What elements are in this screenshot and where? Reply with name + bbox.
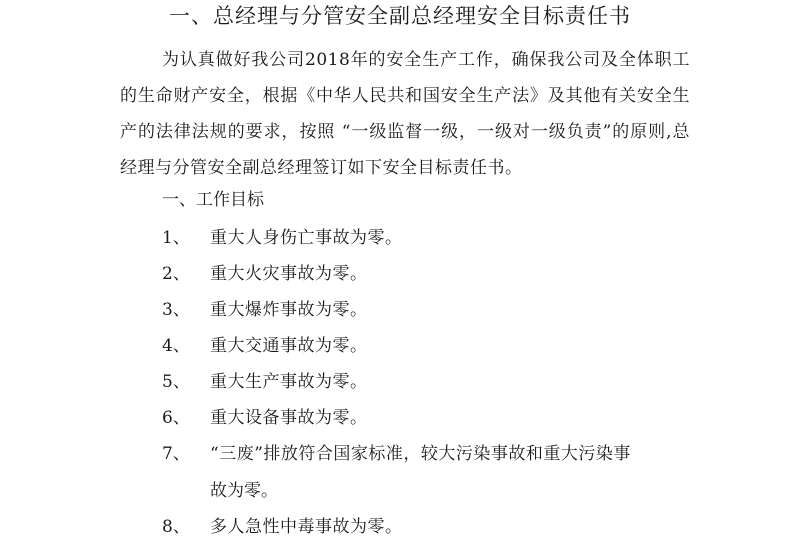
goal-text: 重大交通事故为零。 bbox=[210, 336, 368, 356]
section-heading: 一、工作目标 bbox=[162, 190, 264, 210]
goal-number: 2、 bbox=[162, 264, 190, 284]
goal-item-7 bbox=[162, 440, 702, 505]
goal-text: “三废”排放符合国家标准，较大污染事故和重大污染事 bbox=[210, 444, 631, 464]
goal-text: 重大生产事故为零。 bbox=[210, 372, 368, 392]
goal-item-4 bbox=[162, 332, 702, 360]
goal-text: 重大设备事故为零。 bbox=[210, 408, 368, 428]
goal-item-5 bbox=[162, 368, 702, 396]
goal-item-8 bbox=[162, 513, 702, 541]
document-title: 一、总经理与分管安全副总经理安全目标责任书 bbox=[169, 4, 631, 28]
goal-text-continuation: 故为零。 bbox=[210, 481, 278, 501]
goal-item-1 bbox=[162, 224, 702, 252]
goal-text: 重大人身伤亡事故为零。 bbox=[210, 228, 403, 248]
goal-text: 重大爆炸事故为零。 bbox=[210, 300, 368, 320]
goal-item-2 bbox=[162, 260, 702, 288]
goal-number: 3、 bbox=[162, 300, 190, 320]
goal-text: 多人急性中毒事故为零。 bbox=[210, 517, 403, 537]
intro-paragraph: 为认真做好我公司2018年的安全生产工作，确保我公司及全体职工的生命财产安全，根据《中华人民共和国安全生产法》及其他有关安全生产的法律法规的要求，按照 “一级监督一级，一级对一级负责”的原则,总经理与分管安全副总经理签订如下安全目标责任书。 bbox=[120, 50, 690, 178]
goal-text: 重大火灾事故为零。 bbox=[210, 264, 368, 284]
goal-item-3 bbox=[162, 296, 702, 324]
goal-item-6 bbox=[162, 404, 702, 432]
goal-number: 4、 bbox=[162, 336, 190, 356]
goal-number: 5、 bbox=[162, 372, 190, 392]
goal-number: 1、 bbox=[162, 228, 190, 248]
goal-number: 7、 bbox=[162, 444, 190, 464]
goal-number: 8、 bbox=[162, 517, 190, 537]
goal-number: 6、 bbox=[162, 408, 190, 428]
